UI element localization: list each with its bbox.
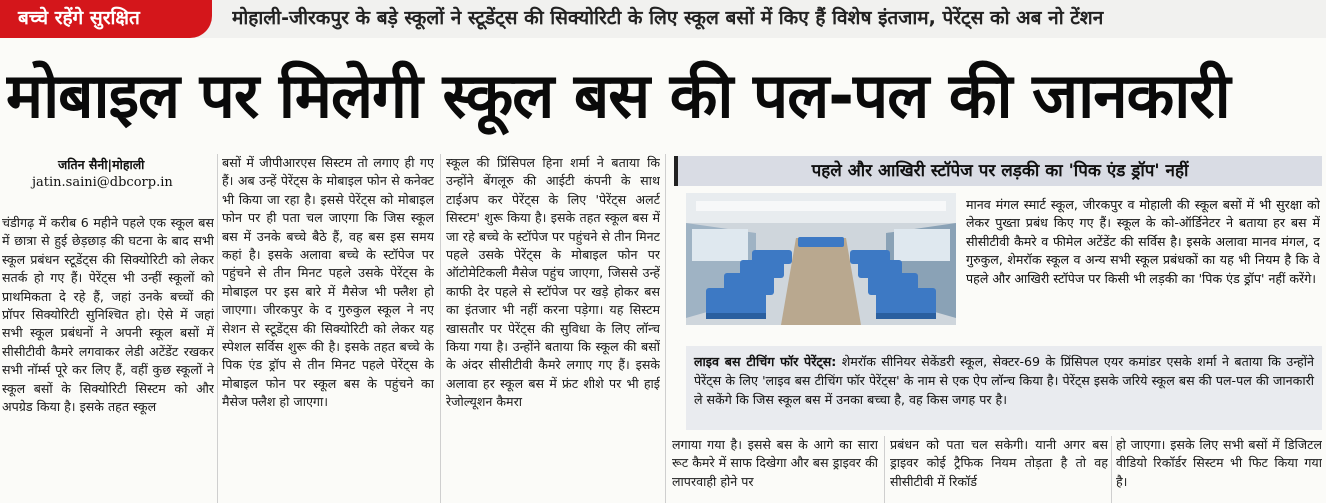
article-column-3: स्कूल की प्रिंसिपल हिना शर्मा ने बताया कि उन्होंने बेंगलूरु की आईटी कंपनी के साथ टाईअप कर पेरेंट्स के लिए 'पेरेंट्स अलर्ट सिस्टम' शुरू किया है। इसके तहत स्कूल बस में जा रहे बच्चे के स्टॉपेज पर पहुंचने से तीन मिनट पहले उसके पेरेंट्स के मोबाइल फोन पर ऑटोमेटिकली मैसेज पहुंच जाएगा, जिससे उन्हें काफी देर पहले से स्टॉपेज पर खड़े होकर बस का इंतजार भी नहीं करना पड़ेगा। यह सिस्टम खासतौर पर पेरेंट्स की सुविधा के लिए लॉन्च किया गया है। उन्होंने बताया कि स्कूल की बसों के अंदर सीसीटीवी कैमरे लगाए गए हैं। इसके अलावा हर स्कूल बस में फ्रंट शीशे पर भी हाई रेजोल्यूशन कैमरा: [446, 155, 660, 410]
column-divider: [884, 436, 885, 503]
bus-interior-photo: [686, 193, 956, 325]
column-divider: [665, 154, 666, 503]
byline: [32, 156, 212, 192]
byline-email: jatin.saini@dbcorp.in: [32, 175, 173, 190]
byline-name: जतिन सैनी|मोहाली: [58, 157, 145, 172]
sidebar-box-text: मानव मंगल स्मार्ट स्कूल, जीरकपुर व मोहाली की स्कूल बसों में भी सुरक्षा को लेकर पुख्ता प्रबंध किए गए हैं। स्कूल के को-ऑर्डिनेटर ने बताया हर बस में सीसीटीवी कैमरे व फीमेल अटेंडेंट की सर्विस है। इसके अलावा मानव मंगल, द गुरुकुल, शेमरॉक स्कूल व अन्य सभी स्कूल प्रबंधकों का यह भी नियम है कि वे पहले और आखिरी स्टॉपेज पर किसी भी लड़की का 'पिक एंड ड्रॉप' नहीं करेंगे।: [966, 197, 1320, 286]
live-bus-box: [686, 346, 1322, 430]
column-divider: [440, 154, 441, 503]
article-column-2: बसों में जीपीआरएस सिस्टम तो लगाए ही गए हैं। अब उन्हें पेरेंट्स के मोबाइल फोन से कनेक्ट भी किया जा रहा है। इससे पेरेंट्स को मोबाइल फोन पर ही पता चल जाएगा कि जिस स्कूल बस में उनके बच्चे बैठे हैं, वह बस इस समय कहां है। इसके अलावा बच्चे के स्टॉपेज पर पहुंचने से तीन मिनट पहले उसके पेरेंट्स के मोबाइल पर इस बारे में मैसेज भी फ्लैश हो जाएगा। जीरकपुर के द गुरुकुल स्कूल ने नए सेशन से स्टूडेंट्स की सिक्योरिटी को लेकर यह स्पेशल सर्विस शुरू की है। इसके तहत बच्चे के पिक एंड ड्रॉप से तीन मिनट पहले पेरेंट्स के मोबाइल फोन पर स्कूल बस के पहुंचने का मैसेज फ्लैश हो जाएगा।: [222, 155, 434, 410]
live-bus-text: शेमरॉक सीनियर सेकेंडरी स्कूल, सेक्टर-69 के प्रिंसिपल एयर कमांडर एसके शर्मा ने बताया कि उन्होंने पेरेंट्स के लिए 'लाइव बस टीचिंग फॉर पेरेंट्स' के नाम से एक ऐप लॉन्च किया है। पेरेंट्स इसके जरिये स्कूल बस की पल-पल की जानकारी ले सकेंगे कि जिस स्कूल बस में उनका बच्चा है, वह किस जगह पर है।: [694, 354, 1314, 407]
article-column-1: चंडीगढ़ में करीब 6 महीने पहले एक स्कूल बस में छात्रा से हुई छेड़छाड़ की घटना के बाद सभी स्कूल प्रबंधन स्टूडेंट्स की सिक्योरिटी को लेकर सतर्क हो गए हैं। पेरेंट्स भी उन्हीं स्कूलों को प्राथमिकता दे रहे हैं, जहां उनके बच्चों की प्रॉपर सिक्योरिटी सुनिश्चित हो। ऐसे में जहां सभी स्कूल प्रबंधनों ने अपनी स्कूल बसों में सीसीटीवी कैमरे लगवाकर लेडी अटेंडेंट रखकर सभी नॉर्म्स पूरे कर लिए हैं, वहीं कुछ स्कूलों ने स्कूल बसों के सिक्योरिटी सिस्टम को और अपग्रेड किया है। इसके तहत स्कूल: [2, 215, 214, 415]
main-headline: मोबाइल पर मिलेगी स्कूल बस की पल-पल की जानकारी: [6, 59, 1230, 132]
article-column-6: हो जाएगा। इसके लिए सभी बसों में डिजिटल वीडियो रिकॉर्डर सिस्टम भी फिट किया गया है।: [1116, 437, 1322, 489]
kicker-headline: मोहाली-जीरकपुर के बड़े स्कूलों ने स्टूडेंट्स की सिक्योरिटी के लिए स्कूल बसों में किए हैं विशेष इंतजाम, पेरेंट्स को अब नो टेंशन: [232, 7, 1104, 29]
column-divider: [217, 154, 218, 503]
sidebar-box-heading: पहले और आखिरी स्टॉपेज पर लड़की का 'पिक एंड ड्रॉप' नहीं: [674, 156, 1322, 186]
top-banner: [0, 0, 1326, 38]
live-bus-lead: लाइव बस टीचिंग फॉर पेरेंट्स:: [694, 354, 837, 369]
article-column-5: प्रबंधन को पता चल सकेगी। यानी अगर बस ड्राइवर कोई ट्रैफिक नियम तोड़ता है तो वह सीसीटीवी में रिकॉर्ड: [890, 437, 1108, 489]
section-tag: बच्चे रहेंगे सुरक्षित: [0, 0, 212, 38]
article-column-4: लगाया गया है। इससे बस के आगे का सारा रूट कैमरे में साफ दिखेगा और बस ड्राइवर की लापरवाही होने पर: [672, 437, 878, 489]
column-divider: [1111, 436, 1112, 503]
